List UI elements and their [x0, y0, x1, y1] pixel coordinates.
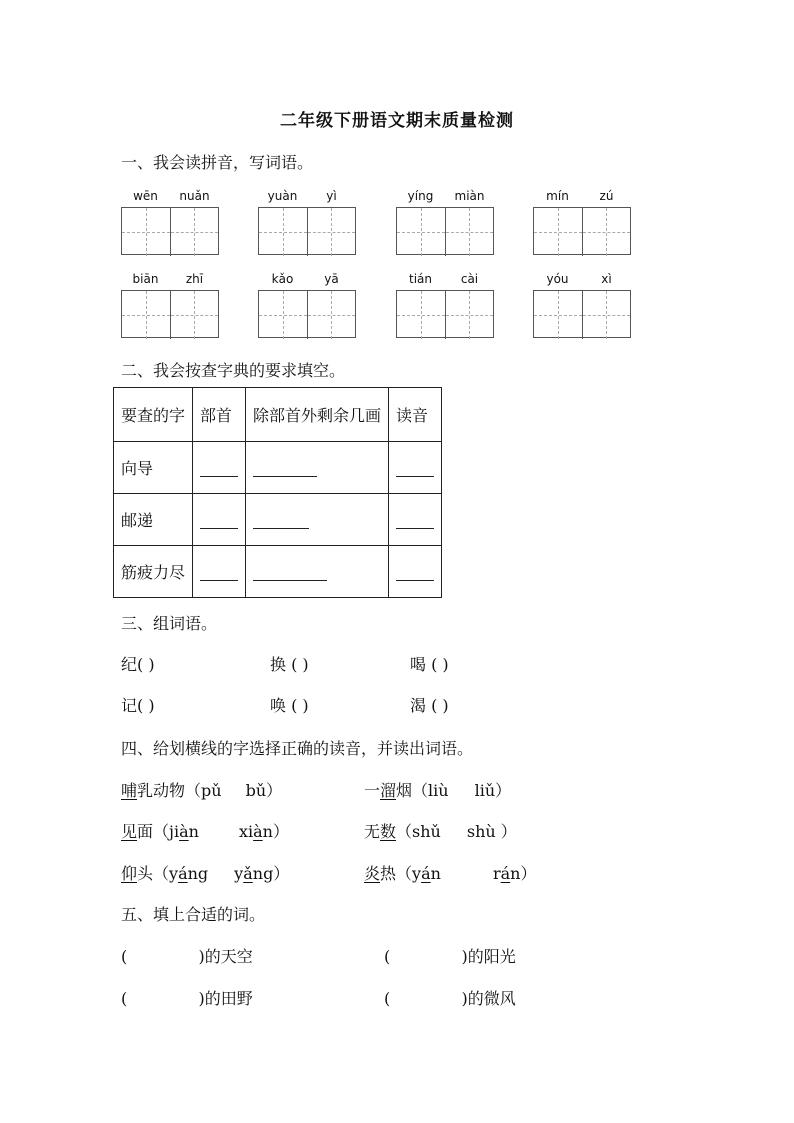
writing-cell[interactable]: [170, 291, 218, 339]
answer-blank[interactable]: [396, 460, 434, 477]
table-header-cell: 读音: [389, 388, 442, 442]
word-group-item[interactable]: 渴 ( ): [410, 696, 449, 715]
writing-cell[interactable]: [582, 208, 630, 256]
writing-cell[interactable]: [307, 208, 355, 256]
answer-blank[interactable]: [200, 564, 238, 581]
table-header-cell: 要查的字: [114, 388, 193, 442]
answer-blank[interactable]: [253, 512, 309, 529]
reading-item: 无数（shǔ shù ）: [364, 822, 517, 841]
reading-option[interactable]: （yán: [396, 864, 441, 883]
pinyin-label: tián: [409, 272, 432, 286]
pinyin-label: zú: [599, 189, 614, 203]
reading-option[interactable]: bǔ）: [245, 781, 283, 800]
pinyin-label: yā: [324, 272, 339, 286]
writing-grid[interactable]: [533, 207, 631, 255]
writing-cell[interactable]: [259, 208, 307, 256]
pinyin-label: xì: [601, 272, 612, 286]
writing-cell[interactable]: [259, 291, 307, 339]
writing-cell[interactable]: [122, 291, 170, 339]
pinyin-label: yì: [326, 189, 337, 203]
reading-option[interactable]: （pǔ: [185, 781, 222, 800]
section-2-heading: 二、我会按查字典的要求填空。: [121, 361, 346, 380]
answer-blank[interactable]: [253, 460, 317, 477]
table-header-cell: 除部首外剩余几画: [246, 388, 389, 442]
table-header-row: [114, 388, 442, 442]
writing-grid[interactable]: [258, 290, 356, 338]
answer-blank[interactable]: [253, 564, 327, 581]
reading-item: 一溜烟（liù liǔ）: [364, 781, 512, 800]
word-cell: 邮递: [114, 494, 193, 546]
reading-option[interactable]: xiàn）: [238, 822, 289, 841]
pinyin-label: yóu: [546, 272, 569, 286]
fill-word-item[interactable]: ( )的阳光: [384, 947, 516, 966]
pinyin-label: zhī: [185, 272, 204, 286]
reading-option[interactable]: rán）: [492, 864, 537, 883]
writing-cell[interactable]: [534, 291, 582, 339]
reading-item: 见面（jiàn xiàn）: [121, 822, 289, 841]
word-group-item[interactable]: 换 ( ): [270, 655, 309, 674]
table-row: [114, 546, 442, 598]
writing-cell[interactable]: [170, 208, 218, 256]
fill-word-item[interactable]: ( )的微风: [384, 989, 516, 1008]
pinyin-label: yíng: [407, 189, 434, 203]
writing-grid[interactable]: [121, 290, 219, 338]
dictionary-table: [113, 387, 442, 598]
table-header-cell: 部首: [193, 388, 246, 442]
pinyin-label: cài: [460, 272, 479, 286]
reading-option[interactable]: （shǔ: [396, 822, 441, 841]
writing-cell[interactable]: [534, 208, 582, 256]
page-title: 二年级下册语文期末质量检测: [280, 111, 514, 131]
answer-blank[interactable]: [200, 512, 238, 529]
reading-option[interactable]: yǎng）: [234, 864, 290, 883]
word-group-item[interactable]: 纪( ): [121, 655, 155, 674]
pinyin-label: biān: [132, 272, 159, 286]
writing-grid[interactable]: [121, 207, 219, 255]
reading-option[interactable]: liǔ）: [474, 781, 512, 800]
pinyin-label: mín: [546, 189, 569, 203]
reading-item: 哺乳动物（pǔ bǔ）: [121, 781, 283, 800]
writing-grid[interactable]: [396, 207, 494, 255]
writing-cell[interactable]: [122, 208, 170, 256]
reading-option[interactable]: （yáng: [153, 864, 209, 883]
reading-item: 炎热（yán rán）: [364, 864, 537, 883]
writing-cell[interactable]: [397, 291, 445, 339]
fill-word-item[interactable]: ( )的田野: [121, 989, 253, 1008]
pinyin-label: yuàn: [267, 189, 298, 203]
word-group-item[interactable]: 喝 ( ): [410, 655, 449, 674]
answer-blank[interactable]: [396, 564, 434, 581]
word-group-item[interactable]: 记( ): [121, 696, 155, 715]
writing-grid[interactable]: [258, 207, 356, 255]
answer-blank[interactable]: [200, 460, 238, 477]
writing-grid[interactable]: [533, 290, 631, 338]
writing-cell[interactable]: [397, 208, 445, 256]
writing-grid[interactable]: [396, 290, 494, 338]
writing-cell[interactable]: [445, 291, 493, 339]
section-3-heading: 三、组词语。: [121, 614, 218, 633]
section-5-heading: 五、填上合适的词。: [121, 905, 266, 924]
writing-cell[interactable]: [445, 208, 493, 256]
writing-cell[interactable]: [307, 291, 355, 339]
pinyin-label: miàn: [454, 189, 485, 203]
table-row: [114, 442, 442, 494]
writing-cell[interactable]: [582, 291, 630, 339]
fill-word-item[interactable]: ( )的天空: [121, 947, 253, 966]
answer-blank[interactable]: [396, 512, 434, 529]
pinyin-label: nuǎn: [179, 189, 210, 203]
pinyin-label: wēn: [133, 189, 158, 203]
word-group-item[interactable]: 唤 ( ): [270, 696, 309, 715]
word-cell: 筋疲力尽: [114, 546, 193, 598]
reading-option[interactable]: shù ）: [466, 822, 517, 841]
table-row: [114, 494, 442, 546]
reading-option[interactable]: （jiàn: [153, 822, 199, 841]
word-cell: 向导: [114, 442, 193, 494]
section-4-heading: 四、给划横线的字选择正确的读音，并读出词语。: [121, 739, 474, 758]
section-1-heading: 一、我会读拼音，写词语。: [121, 153, 314, 172]
reading-item: 仰头（yáng yǎng）: [121, 864, 290, 883]
reading-option[interactable]: （liù: [412, 781, 449, 800]
pinyin-label: kǎo: [271, 272, 294, 286]
